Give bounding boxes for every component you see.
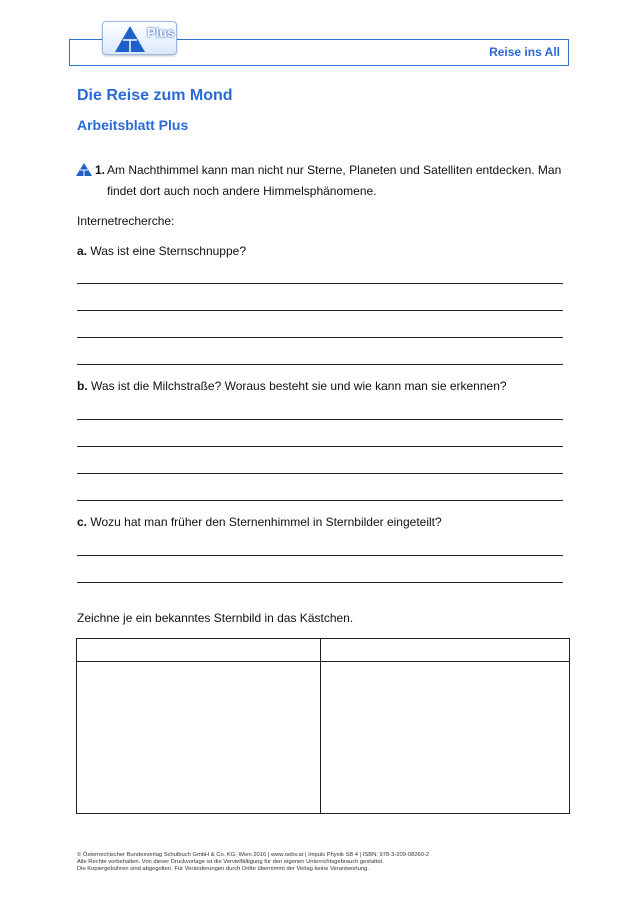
question-b: [77, 379, 507, 393]
question-a: [77, 244, 246, 258]
answer-line: [77, 283, 563, 284]
table-column-divider: [320, 639, 321, 813]
answer-line: [77, 310, 563, 311]
page-title: Die Reise zum Mond: [77, 87, 233, 104]
plus-logo: [102, 21, 177, 55]
answer-line: [77, 555, 563, 556]
question-text: Was ist die Milchstraße? Woraus besteht sie und wie kann man sie erkennen?: [91, 379, 507, 393]
footer-copyright: © Österreichischer Bundesverlag Schulbuch GmbH & Co. KG, Wien 2016 | www.oebv.at | Impuls Physik SB 4 | ISBN: 978-3-209-08260-2: [77, 852, 430, 858]
footer-rights: Alle Rechte vorbehalten. Von dieser Druckvorlage ist die Vervielfältigung für den eigenen Unterrichtsgebrauch gestattet.: [77, 859, 384, 866]
series-title: Reise ins All: [489, 45, 560, 59]
logo-label: Plus: [147, 25, 175, 40]
research-label: Internetrecherche:: [77, 214, 175, 228]
task-number: 1.: [95, 163, 106, 177]
answer-line: [77, 419, 563, 420]
answer-line: [77, 364, 563, 365]
page-subtitle: Arbeitsblatt Plus: [77, 117, 189, 133]
answer-line: [77, 473, 563, 474]
question-letter: a.: [77, 244, 88, 258]
question-c: [77, 515, 442, 529]
answer-line: [77, 337, 563, 338]
question-text: Was ist eine Sternschnuppe?: [90, 244, 247, 258]
drawing-instruction: Zeichne je ein bekanntes Sternbild in das Kästchen.: [77, 611, 354, 625]
footer: [77, 852, 429, 874]
triangle-logo-icon: [114, 25, 146, 53]
footer-disclaimer: Die Kopiergebühren sind abgegolten. Für Veränderungen durch Dritte übernimmt der Verlag keine Verantwortung.: [77, 866, 369, 873]
question-letter: b.: [77, 379, 88, 393]
answer-line: [77, 582, 563, 583]
answer-line: [77, 446, 563, 447]
answer-line: [77, 500, 563, 501]
table-header-divider: [77, 661, 569, 662]
question-letter: c.: [77, 515, 88, 529]
question-text: Wozu hat man früher den Sternenhimmel in Sternbilder eingeteilt?: [90, 515, 442, 529]
drawing-boxes-table: [76, 638, 570, 814]
triangle-task-icon: [76, 163, 92, 176]
task-text-line-2: findet dort auch noch andere Himmelsphänomene.: [107, 184, 377, 198]
task-text-line-1: Am Nachthimmel kann man nicht nur Sterne, Planeten und Satelliten entdecken. Man: [107, 163, 562, 177]
